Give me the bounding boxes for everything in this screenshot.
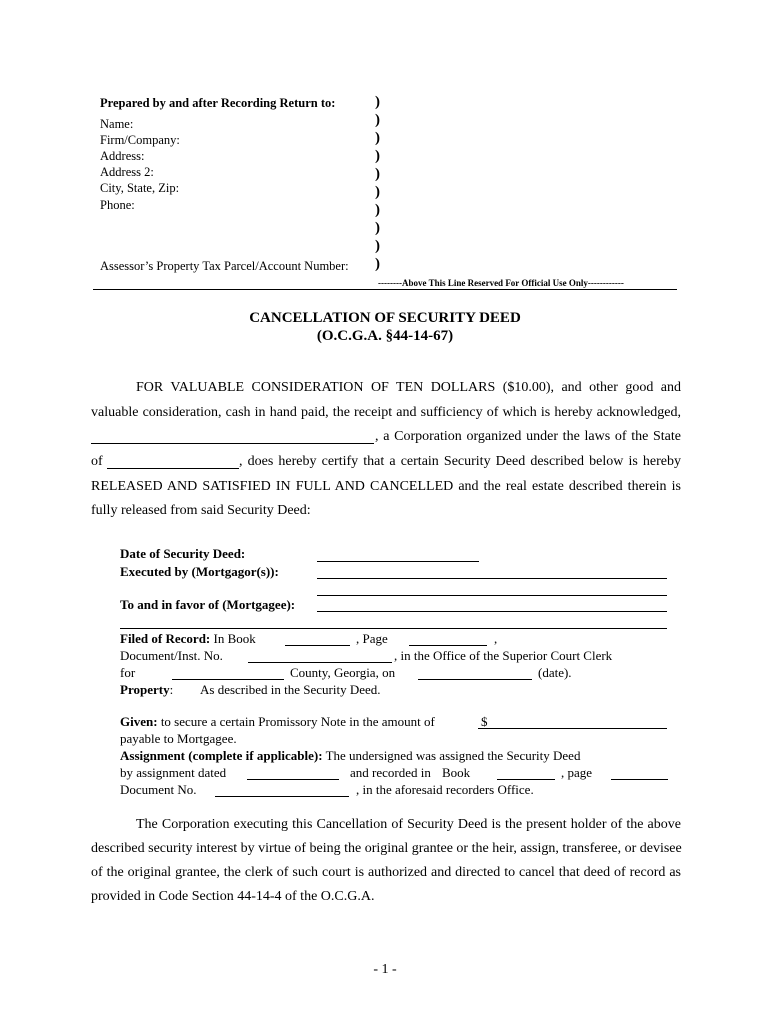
mortgagee-field[interactable] (317, 611, 667, 612)
address-2-label: Address 2: (100, 165, 154, 179)
given-label: Given: (120, 714, 158, 729)
assignment-text: The undersigned was assigned the Security Deed (325, 748, 581, 763)
para1-line6: fully released from said Security Deed: (91, 503, 311, 518)
in-book-label: In Book (213, 631, 256, 646)
bracket-paren: ) (375, 256, 380, 272)
bracket-paren: ) (375, 166, 380, 182)
given-text: to secure a certain Promissory Note in the amount of (160, 714, 435, 729)
assignment-book-field[interactable] (497, 779, 555, 780)
para1-line5: RELEASED AND SATISFIED IN FULL AND CANCELLED and the real estate described therein is (91, 479, 681, 494)
date-suffix: (date). (538, 665, 572, 680)
document-subtitle: (O.C.G.A. §44-14-67) (316, 328, 454, 344)
para1-line1: FOR VALUABLE CONSIDERATION OF TEN DOLLARS ($10.00), and other good and (136, 380, 681, 395)
document-title: CANCELLATION OF SECURITY DEED (249, 310, 521, 326)
assignment-dated-label: by assignment dated (120, 765, 227, 780)
assignment-document-label: Document No. (120, 782, 197, 797)
section-divider (120, 628, 667, 629)
reserved-line-text: --------Above This Line Reserved For Official Use Only------------ (378, 278, 624, 288)
para2-line4: provided in Code Section 44-14-4 of the O.C.G.A. (91, 889, 375, 904)
property-colon: : (169, 682, 174, 697)
para1-line4: , does hereby certify that a certain Security Deed described below is hereby (239, 454, 681, 469)
for-label: for (120, 665, 136, 680)
bracket-paren: ) (375, 202, 380, 218)
phone-label: Phone: (100, 198, 135, 212)
bracket-paren: ) (375, 112, 380, 128)
assignment-document-field[interactable] (215, 796, 349, 797)
executed-by-label: Executed by (Mortgagor(s)): (120, 564, 279, 579)
document-inst-label: Document/Inst. No. (120, 648, 223, 663)
parcel-number-label: Assessor’s Property Tax Parcel/Account Number: (100, 259, 349, 273)
firm-company-label: Firm/Company: (100, 133, 180, 147)
para2-line3: of the original grantee, the clerk of such court is authorized and directed to cancel that deed of record as (91, 865, 681, 880)
filed-of-record-row (120, 631, 256, 647)
in-favor-of-label: To and in favor of (Mortgagee): (120, 597, 296, 612)
assignment-page-field[interactable] (611, 779, 668, 780)
para1-line4-of: of (91, 454, 103, 469)
date-of-deed-label: Date of Security Deed: (120, 546, 246, 561)
para2-line2: described security interest by virtue of being the original grantee or the heir, assign, transferee, or devisee (91, 841, 682, 856)
recorded-in-label: and recorded in (350, 765, 431, 780)
book-field[interactable] (285, 645, 350, 646)
mortgagor-field-2[interactable] (317, 595, 667, 596)
record-date-field[interactable] (418, 679, 532, 680)
recorders-office-text: , in the aforesaid recorders Office. (356, 782, 534, 797)
address-label: Address: (100, 149, 145, 163)
bracket-paren: ) (375, 238, 380, 254)
assignment-label: Assignment (complete if applicable): (120, 748, 323, 763)
page-comma: , (494, 631, 498, 646)
city-state-zip-label: City, State, Zip: (100, 181, 180, 195)
filed-of-record-label: Filed of Record: (120, 631, 211, 646)
superior-court-text: , in the Office of the Superior Court Clerk (394, 648, 613, 663)
prepared-by-label: Prepared by and after Recording Return to: (100, 96, 336, 110)
mortgagor-field[interactable] (317, 578, 667, 579)
para2-line1: The Corporation executing this Cancellation of Security Deed is the present holder of the above (136, 817, 681, 832)
page-field[interactable] (409, 645, 487, 646)
county-georgia-text: County, Georgia, on (290, 665, 396, 680)
reserved-divider (93, 289, 677, 290)
page-number: - 1 - (373, 962, 397, 977)
document-inst-field[interactable] (248, 662, 392, 663)
assignment-row (120, 748, 580, 764)
para1-line3: , a Corporation organized under the laws of the State (375, 429, 681, 444)
payable-text: payable to Mortgagee. (120, 731, 237, 746)
corporation-name-field[interactable] (91, 443, 374, 444)
bracket-paren: ) (375, 220, 380, 236)
para1-line2: valuable consideration, cash in hand paid, the receipt and sufficiency of which is hereby acknowledged, (91, 405, 681, 420)
bracket-paren: ) (375, 148, 380, 164)
name-label: Name: (100, 117, 134, 131)
book-label: Book (442, 765, 471, 780)
dollar-sign: $ (481, 714, 488, 729)
property-row (120, 682, 173, 698)
note-amount-field[interactable] (478, 728, 667, 729)
bracket-paren: ) (375, 184, 380, 200)
county-field[interactable] (172, 679, 284, 680)
date-of-deed-field[interactable] (317, 561, 479, 562)
given-row (120, 714, 435, 730)
bracket-paren: ) (375, 94, 380, 110)
assignment-date-field[interactable] (247, 779, 339, 780)
state-field[interactable] (107, 468, 239, 469)
page-label: , Page (356, 631, 388, 646)
property-value: As described in the Security Deed. (200, 682, 381, 697)
assignment-page-label: , page (561, 765, 593, 780)
bracket-paren: ) (375, 130, 380, 146)
property-label: Property (120, 682, 170, 697)
